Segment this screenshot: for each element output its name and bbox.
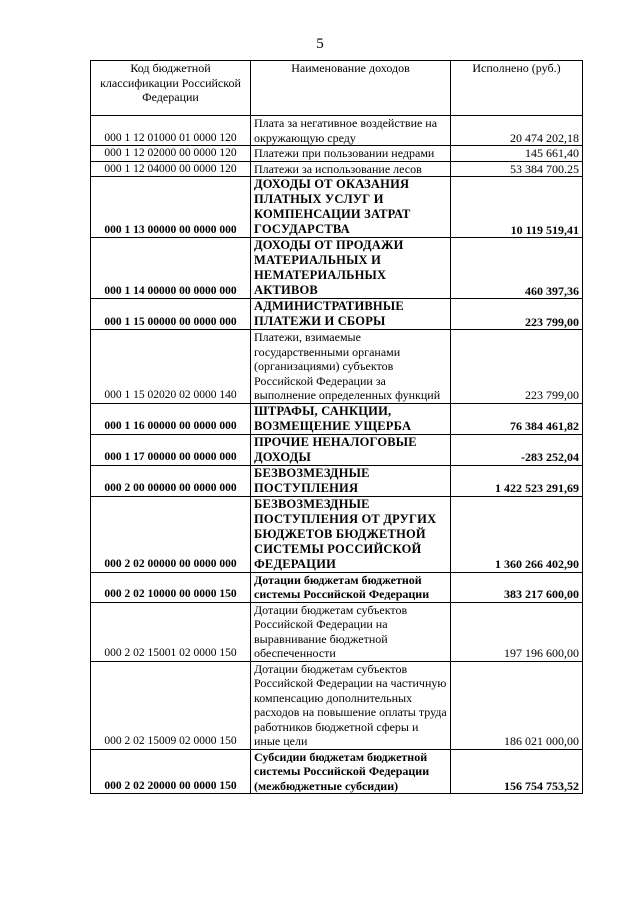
amount-cell: 223 799,00 [451,299,583,330]
table-row [91,238,583,299]
name-cell: Плата за негативное воздействие на окружающую среду [251,116,451,146]
amount-cell: 186 021 000,00 [451,661,583,749]
table-row [91,496,583,572]
amount-cell: 76 384 461,82 [451,403,583,434]
name-cell: Дотации бюджетам субъектов Российской Федерации на выравнивание бюджетной обеспеченности [251,602,451,661]
header-row [91,61,583,116]
amount-cell: -283 252,04 [451,434,583,465]
table-row [91,661,583,749]
name-cell: Платежи за использование лесов [251,161,451,177]
code-cell: 000 2 02 15009 02 0000 150 [91,661,251,749]
code-cell: 000 1 16 00000 00 0000 000 [91,403,251,434]
table-row [91,465,583,496]
table-row [91,602,583,661]
name-cell: АДМИНИСТРАТИВНЫЕ ПЛАТЕЖИ И СБОРЫ [251,299,451,330]
name-cell: Платежи при пользовании недрами [251,146,451,162]
code-cell: 000 1 12 04000 00 0000 120 [91,161,251,177]
code-cell: 000 2 02 20000 00 0000 150 [91,749,251,794]
amount-cell: 1 360 266 402,90 [451,496,583,572]
amount-cell: 20 474 202,18 [451,116,583,146]
code-cell: 000 1 15 02020 02 0000 140 [91,330,251,404]
code-cell: 000 2 02 10000 00 0000 150 [91,572,251,602]
header-code: Код бюджетной классификации Российской Федерации [91,61,251,116]
amount-cell: 197 196 600,00 [451,602,583,661]
name-cell: Платежи, взимаемые государственными органами (организациями) субъектов Российской Федерации за выполнение определенных функций [251,330,451,404]
name-cell: БЕЗВОЗМЕЗДНЫЕ ПОСТУПЛЕНИЯ ОТ ДРУГИХ БЮДЖЕТОВ БЮДЖЕТНОЙ СИСТЕМЫ РОССИЙСКОЙ ФЕДЕРАЦИИ [251,496,451,572]
amount-cell: 223 799,00 [451,330,583,404]
amount-cell: 460 397,36 [451,238,583,299]
code-cell: 000 1 17 00000 00 0000 000 [91,434,251,465]
amount-cell: 1 422 523 291,69 [451,465,583,496]
table-row [91,161,583,177]
name-cell: ДОХОДЫ ОТ ОКАЗАНИЯ ПЛАТНЫХ УСЛУГ И КОМПЕНСАЦИИ ЗАТРАТ ГОСУДАРСТВА [251,177,451,238]
name-cell: ПРОЧИЕ НЕНАЛОГОВЫЕ ДОХОДЫ [251,434,451,465]
table-header [91,61,583,116]
name-cell: Субсидии бюджетам бюджетной системы Российской Федерации (межбюджетные субсидии) [251,749,451,794]
amount-cell: 383 217 600,00 [451,572,583,602]
name-cell: БЕЗВОЗМЕЗДНЫЕ ПОСТУПЛЕНИЯ [251,465,451,496]
page-number: 5 [316,36,324,52]
header-name: Наименование доходов [251,61,451,116]
code-cell: 000 2 02 15001 02 0000 150 [91,602,251,661]
amount-cell: 156 754 753,52 [451,749,583,794]
name-cell: Дотации бюджетам субъектов Российской Федерации на частичную компенсацию дополнительных расходов на повышение оплаты труда работников бюджетной сферы и иные цели [251,661,451,749]
name-cell: ШТРАФЫ, САНКЦИИ, ВОЗМЕЩЕНИЕ УЩЕРБА [251,403,451,434]
amount-cell: 145 661,40 [451,146,583,162]
table-row [91,330,583,404]
code-cell: 000 1 12 02000 00 0000 120 [91,146,251,162]
name-cell: Дотации бюджетам бюджетной системы Российской Федерации [251,572,451,602]
table-row [91,749,583,794]
code-cell: 000 2 00 00000 00 0000 000 [91,465,251,496]
table-row [91,116,583,146]
name-cell: ДОХОДЫ ОТ ПРОДАЖИ МАТЕРИАЛЬНЫХ И НЕМАТЕРИАЛЬНЫХ АКТИВОВ [251,238,451,299]
table-row [91,434,583,465]
amount-cell: 10 119 519,41 [451,177,583,238]
revenue-table [90,60,583,794]
table-row [91,299,583,330]
code-cell: 000 1 13 00000 00 0000 000 [91,177,251,238]
header-amount: Исполнено (руб.) [451,61,583,116]
table-row [91,146,583,162]
code-cell: 000 1 12 01000 01 0000 120 [91,116,251,146]
code-cell: 000 1 15 00000 00 0000 000 [91,299,251,330]
table-body [91,116,583,794]
amount-cell: 53 384 700.25 [451,161,583,177]
table-row [91,177,583,238]
code-cell: 000 2 02 00000 00 0000 000 [91,496,251,572]
table-row [91,403,583,434]
code-cell: 000 1 14 00000 00 0000 000 [91,238,251,299]
table-row [91,572,583,602]
